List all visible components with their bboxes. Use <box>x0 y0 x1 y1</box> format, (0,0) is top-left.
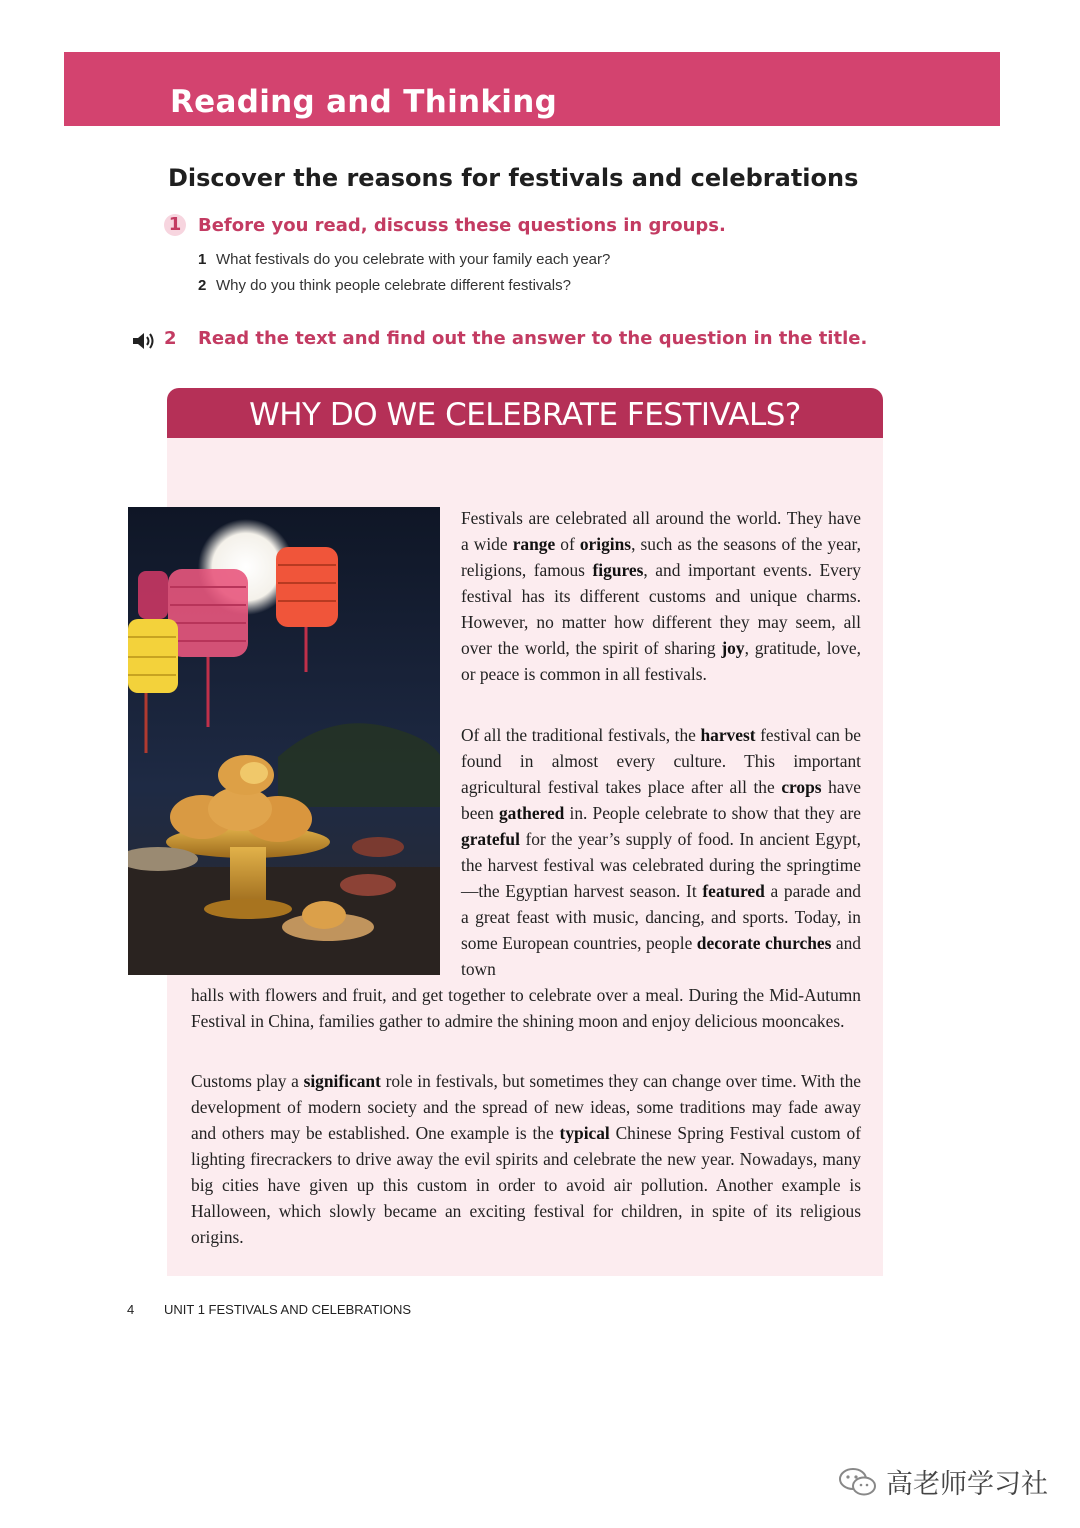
keyword-typical: typical <box>559 1123 610 1143</box>
keyword-harvest: harvest <box>700 725 756 745</box>
task-2 <box>164 328 867 349</box>
keyword-joy: joy <box>721 638 745 658</box>
question-2-text: Why do you think people celebrate different festivals? <box>216 277 571 294</box>
article-paragraph-2-top: Of all the traditional festivals, the harvest festival can be found in almost every culture. This important agricultural festival takes place after all the crops have been gathered in. People celebrate to show that they are grateful for the year’s supply of food. In ancient Egypt, the harvest festival was celebrated during the springtime—the Egyptian harvest season. It featured a parade and a great feast with music, dancing, and sports. Today, in some European countries, people decorate churches and town <box>461 725 861 979</box>
wechat-icon <box>838 1466 878 1498</box>
task-2-number: 2 <box>164 328 177 349</box>
keyword-range: range <box>512 534 556 554</box>
mooncake-lantern-photo <box>128 507 440 975</box>
keyword-crops: crops <box>781 777 822 797</box>
section-heading: Discover the reasons for festivals and celebrations <box>168 164 859 192</box>
keyword-figures: figures <box>592 560 644 580</box>
question-2 <box>198 277 571 294</box>
keyword-origins: origins <box>579 534 632 554</box>
page-number: 4 <box>127 1302 135 1317</box>
wechat-watermark <box>838 1462 1048 1501</box>
audio-speaker-icon[interactable] <box>132 331 158 351</box>
banner-title: Reading and Thinking <box>170 84 558 120</box>
task-1 <box>164 214 726 236</box>
section-banner <box>64 52 1000 126</box>
question-1-text: What festivals do you celebrate with your family each year? <box>216 251 611 268</box>
question-1 <box>198 251 610 268</box>
keyword-featured: featured <box>702 881 765 901</box>
article-title: WHY DO WE CELEBRATE FESTIVALS? <box>167 388 883 438</box>
task-1-instruction: Before you read, discuss these questions in groups. <box>198 214 726 236</box>
unit-label: UNIT 1 FESTIVALS AND CELEBRATIONS <box>164 1302 412 1317</box>
article-paragraph-1: Festivals are celebrated all around the world. They have a wide range of origins, such as the seasons of the year, religions, famous figures, and important events. Every festival has its different customs and unique charms. However, no matter how different they may seem, all over the world, the spirit of sharing joy, gratitude, love, or peace is common in all festivals. <box>461 508 861 684</box>
article-paragraph-2-bottom: halls with flowers and fruit, and get together to celebrate over a meal. During the Mid-Autumn Festival in China, families gather to admire the shining moon and enjoy delicious mooncakes. <box>191 985 861 1031</box>
task-2-instruction: Read the text and find out the answer to the question in the title. <box>198 328 868 349</box>
watermark-text: 高老师学习社 <box>886 1469 1048 1500</box>
question-2-number: 2 <box>198 277 207 294</box>
keyword-decorate-churches: decorate churches <box>696 933 832 953</box>
keyword-significant: significant <box>303 1071 381 1091</box>
keyword-gathered: gathered <box>498 803 565 823</box>
keyword-grateful: grateful <box>461 829 520 849</box>
task-1-number: 1 <box>164 214 186 236</box>
article-paragraph-3: Customs play a significant role in festivals, but sometimes they can change over time. With the development of modern society and the spread of new ideas, some traditions may fade away and others may be established. One example is the typical Chinese Spring Festival custom of lighting firecrackers to drive away the evil spirits and celebrate the new year. Nowadays, many big cities have given up this custom in order to avoid air pollution. Another example is Halloween, which slowly became an exciting festival for children, in spite of its religious origins. <box>191 1071 861 1247</box>
question-1-number: 1 <box>198 251 207 268</box>
